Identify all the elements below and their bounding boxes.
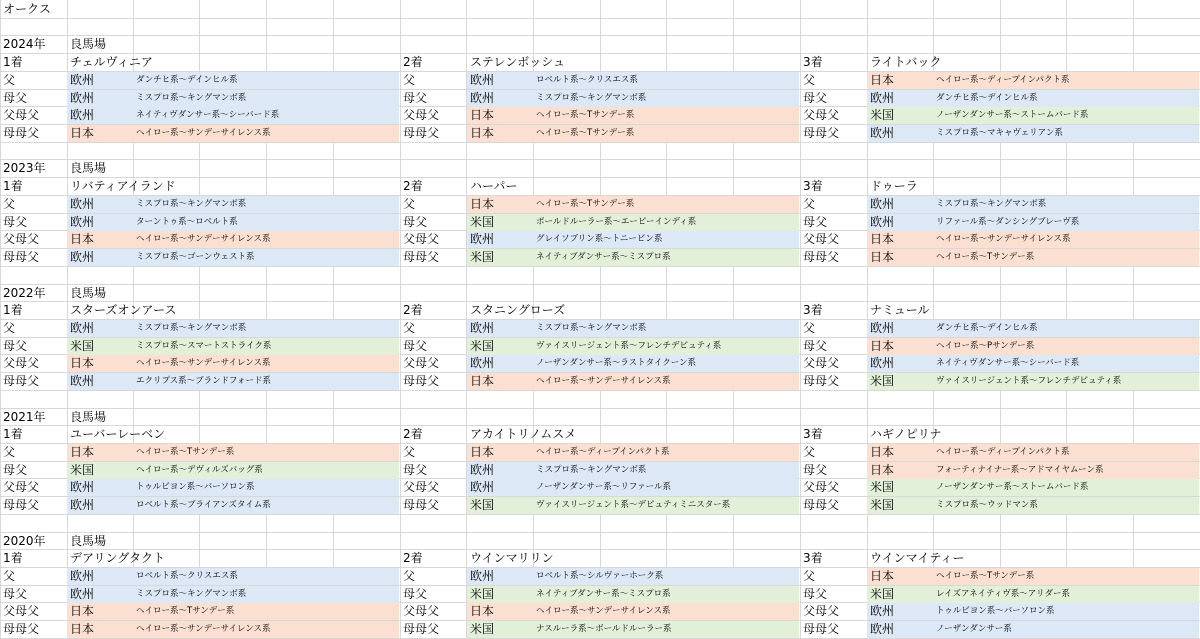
pedigree-relation-cell[interactable]: 父母父 (403, 604, 440, 618)
region-cell[interactable]: 欧州 (470, 73, 495, 87)
sire-line-cell[interactable]: ヘイロー系～Tサンデー系 (136, 606, 235, 616)
horse-name-cell[interactable]: ステレンボッシュ (470, 55, 565, 69)
region-cell[interactable]: 欧州 (870, 197, 895, 211)
pedigree-relation-cell[interactable]: 父 (3, 321, 16, 335)
region-cell[interactable]: 日本 (70, 126, 95, 140)
pedigree-relation-cell[interactable]: 父母父 (403, 356, 440, 370)
finish-place-cell[interactable]: 1着 (3, 427, 23, 441)
pedigree-relation-cell[interactable]: 父母父 (3, 604, 40, 618)
grid-row-line (0, 425, 1200, 426)
pedigree-relation-cell[interactable]: 父 (3, 73, 16, 87)
region-cell[interactable]: 米国 (470, 250, 495, 264)
sire-line-cell[interactable]: ヘイロー系～サンデーサイレンス系 (136, 234, 271, 244)
pedigree-relation-cell[interactable]: 父 (803, 197, 816, 211)
sire-line-cell[interactable]: ヘイロー系～サンデーサイレンス系 (936, 234, 1071, 244)
region-cell[interactable]: 欧州 (470, 463, 495, 477)
finish-place-cell[interactable]: 2着 (403, 303, 423, 317)
region-cell[interactable]: 欧州 (870, 215, 895, 229)
region-cell[interactable]: 日本 (470, 445, 495, 459)
region-cell[interactable]: 欧州 (870, 604, 895, 618)
pedigree-relation-cell[interactable]: 母母父 (403, 622, 440, 636)
pedigree-relation-cell[interactable]: 母母父 (803, 374, 840, 388)
grid-row-line (0, 408, 1200, 409)
pedigree-relation-cell[interactable]: 母父 (3, 339, 28, 353)
sire-line-cell[interactable]: ヘイロー系～サンデーサイレンス系 (536, 606, 671, 616)
region-cell[interactable]: 日本 (470, 604, 495, 618)
sire-line-cell[interactable]: ミスプロ系～ゴーンウェスト系 (136, 252, 255, 262)
sire-line-cell[interactable]: ミスプロ系～キングマンボ系 (136, 93, 247, 103)
region-cell[interactable]: 米国 (470, 622, 495, 636)
track-condition-cell[interactable]: 良馬場 (70, 161, 107, 175)
region-cell[interactable]: 欧州 (470, 480, 495, 494)
region-cell[interactable]: 米国 (870, 587, 895, 601)
finish-place-cell[interactable]: 3着 (803, 427, 823, 441)
track-condition-cell[interactable]: 良馬場 (70, 286, 107, 300)
pedigree-relation-cell[interactable]: 母父 (403, 91, 428, 105)
horse-name-cell[interactable]: スタニングローズ (470, 303, 566, 317)
grid-row-line (0, 142, 1200, 143)
sire-line-cell[interactable]: ミスプロ系～キングマンボ系 (136, 199, 247, 209)
sire-line-cell[interactable]: ミスプロ系～マキャヴェリアン系 (936, 128, 1063, 138)
sire-line-cell[interactable]: ロベルト系～クリスエス系 (536, 75, 638, 85)
region-cell[interactable]: 米国 (70, 339, 95, 353)
pedigree-relation-cell[interactable]: 父母父 (403, 232, 440, 246)
horse-name-cell[interactable]: デアリングタクト (70, 551, 166, 565)
horse-name-cell[interactable]: ユーバーレーベン (70, 427, 166, 441)
pedigree-relation-cell[interactable]: 父母父 (803, 232, 840, 246)
sire-line-cell[interactable]: レイズアネイティヴ系～アリダー系 (936, 589, 1070, 599)
sire-line-cell[interactable]: エクリプス系～ブランドフォード系 (136, 376, 271, 386)
year-cell[interactable]: 2023年 (3, 161, 46, 175)
year-cell[interactable]: 2024年 (3, 37, 46, 51)
region-color-band (867, 621, 1199, 638)
horse-name-cell[interactable]: ナミュール (870, 303, 930, 317)
region-cell[interactable]: 欧州 (870, 622, 895, 636)
pedigree-relation-cell[interactable]: 父 (403, 73, 416, 87)
grid-row-line (0, 284, 1200, 285)
region-cell[interactable]: 日本 (870, 250, 895, 264)
pedigree-relation-cell[interactable]: 母母父 (3, 498, 40, 512)
pedigree-relation-cell[interactable]: 母母父 (803, 250, 840, 264)
pedigree-relation-cell[interactable]: 父 (3, 445, 16, 459)
region-cell[interactable]: 日本 (470, 197, 495, 211)
sheet-title[interactable]: オークス (3, 2, 51, 16)
grid-row-line (0, 159, 1200, 160)
grid-row-line (0, 53, 1200, 54)
pedigree-relation-cell[interactable]: 母父 (3, 215, 28, 229)
sire-line-cell[interactable]: ヘイロー系～ディープインパクト系 (936, 447, 1070, 457)
year-cell[interactable]: 2021年 (3, 410, 46, 424)
region-cell[interactable]: 日本 (70, 604, 95, 618)
sire-line-cell[interactable]: ヘイロー系～Tサンデー系 (536, 110, 635, 120)
region-cell[interactable]: 欧州 (470, 232, 495, 246)
track-condition-cell[interactable]: 良馬場 (70, 37, 107, 51)
pedigree-relation-cell[interactable]: 母父 (403, 463, 428, 477)
region-cell[interactable]: 日本 (70, 445, 95, 459)
pedigree-relation-cell[interactable]: 父 (403, 445, 416, 459)
grid-row-line (0, 18, 1200, 19)
finish-place-cell[interactable]: 2着 (403, 427, 423, 441)
pedigree-relation-cell[interactable]: 父母父 (3, 480, 40, 494)
grid-row-line (0, 35, 1200, 36)
region-cell[interactable]: 欧州 (70, 480, 95, 494)
track-condition-cell[interactable]: 良馬場 (70, 410, 107, 424)
pedigree-relation-cell[interactable]: 母母父 (803, 126, 840, 140)
pedigree-relation-cell[interactable]: 母父 (803, 339, 828, 353)
region-cell[interactable]: 日本 (470, 108, 495, 122)
grid-row-line (0, 301, 1200, 302)
region-cell[interactable]: 欧州 (70, 498, 95, 512)
sire-line-cell[interactable]: ノーザンダンサー系～ストームバード系 (936, 482, 1089, 492)
sire-line-cell[interactable]: トゥルビヨン系～バーソロン系 (136, 482, 255, 492)
region-cell[interactable]: 欧州 (470, 91, 495, 105)
sire-line-cell[interactable]: ヘイロー系～サンデーサイレンス系 (136, 624, 271, 634)
sire-line-cell[interactable]: ミスプロ系～キングマンボ系 (136, 589, 247, 599)
grid-row-line (0, 532, 1200, 533)
horse-name-cell[interactable]: ハーパー (470, 179, 518, 193)
pedigree-relation-cell[interactable]: 父母父 (803, 108, 840, 122)
region-cell[interactable]: 米国 (70, 463, 95, 477)
region-cell[interactable]: 米国 (870, 374, 895, 388)
finish-place-cell[interactable]: 2着 (403, 551, 423, 565)
sire-line-cell[interactable]: ヘイロー系～サンデーサイレンス系 (536, 376, 671, 386)
pedigree-relation-cell[interactable]: 母父 (403, 587, 428, 601)
grid-row-line (0, 549, 1200, 550)
pedigree-relation-cell[interactable]: 母父 (803, 215, 828, 229)
finish-place-cell[interactable]: 1着 (3, 551, 23, 565)
region-cell[interactable]: 日本 (70, 622, 95, 636)
sire-line-cell[interactable]: ミスプロ系～ウッドマン系 (936, 500, 1038, 510)
region-cell[interactable]: 日本 (870, 232, 895, 246)
pedigree-relation-cell[interactable]: 母母父 (3, 250, 40, 264)
pedigree-relation-cell[interactable]: 母母父 (3, 622, 40, 636)
pedigree-relation-cell[interactable]: 母母父 (403, 498, 440, 512)
pedigree-relation-cell[interactable]: 父 (803, 445, 816, 459)
sire-line-cell[interactable]: ヘイロー系～Tサンデー系 (536, 199, 635, 209)
grid-row-line (0, 514, 1200, 515)
pedigree-relation-cell[interactable]: 母母父 (3, 374, 40, 388)
horse-name-cell[interactable]: リバティアイランド (70, 179, 176, 193)
region-cell[interactable]: 日本 (470, 126, 495, 140)
region-cell[interactable]: 日本 (70, 232, 95, 246)
sire-line-cell[interactable]: ヴァイスリージェント系～フレンチデピュティ系 (936, 376, 1122, 386)
grid-row-line (0, 390, 1200, 391)
sire-line-cell[interactable]: ヘイロー系～サンデーサイレンス系 (136, 358, 271, 368)
pedigree-relation-cell[interactable]: 母母父 (803, 498, 840, 512)
region-cell[interactable]: 米国 (470, 498, 495, 512)
region-cell[interactable]: 日本 (870, 445, 895, 459)
sire-line-cell[interactable]: ネイティブダンサー系～ミスプロ系 (536, 252, 671, 262)
sire-line-cell[interactable]: ヘイロー系～Tサンデー系 (536, 128, 635, 138)
finish-place-cell[interactable]: 1着 (3, 179, 23, 193)
sire-line-cell[interactable]: ターントゥ系～ロベルト系 (136, 217, 238, 227)
sire-line-cell[interactable]: ミスプロ系～キングマンボ系 (536, 93, 647, 103)
finish-place-cell[interactable]: 3着 (803, 179, 823, 193)
region-cell[interactable]: 米国 (870, 480, 895, 494)
region-cell[interactable]: 米国 (470, 587, 495, 601)
region-cell[interactable]: 米国 (470, 215, 495, 229)
horse-name-cell[interactable]: ウインマイティー (870, 551, 965, 565)
region-cell[interactable]: 米国 (870, 498, 895, 512)
pedigree-relation-cell[interactable]: 父 (803, 321, 816, 335)
pedigree-relation-cell[interactable]: 父母父 (3, 232, 40, 246)
sire-line-cell[interactable]: ミスプロ系～キングマンボ系 (136, 323, 247, 333)
grid-row-line (0, 266, 1200, 267)
pedigree-relation-cell[interactable]: 母母父 (3, 126, 40, 140)
region-cell[interactable]: 欧州 (870, 356, 895, 370)
pedigree-relation-cell[interactable]: 母母父 (403, 126, 440, 140)
sire-line-cell[interactable]: ダンチヒ系～デインヒル系 (136, 75, 238, 85)
region-cell[interactable]: 欧州 (70, 197, 95, 211)
horse-name-cell[interactable]: ハギノピリナ (870, 427, 942, 441)
sire-line-cell[interactable]: ヘイロー系～ディープインパクト系 (536, 447, 670, 457)
finish-place-cell[interactable]: 3着 (803, 551, 823, 565)
pedigree-relation-cell[interactable]: 母父 (803, 463, 828, 477)
region-cell[interactable]: 欧州 (870, 321, 895, 335)
sire-line-cell[interactable]: ヘイロー系～Tサンデー系 (136, 447, 235, 457)
region-cell[interactable]: 欧州 (870, 91, 895, 105)
region-cell[interactable]: 欧州 (470, 321, 495, 335)
region-cell[interactable]: 欧州 (70, 108, 95, 122)
region-cell[interactable]: 欧州 (470, 356, 495, 370)
sire-line-cell[interactable]: ヴァイスリージェント系～デピュティミニスター系 (536, 500, 731, 510)
pedigree-relation-cell[interactable]: 父 (3, 569, 16, 583)
region-cell[interactable]: 日本 (870, 463, 895, 477)
sire-line-cell[interactable]: ヘイロー系～デヴィルズバッグ系 (136, 465, 263, 475)
pedigree-relation-cell[interactable]: 母父 (803, 587, 828, 601)
sire-line-cell[interactable]: ノーザンダンサー系 (936, 624, 1012, 634)
sire-line-cell[interactable]: ナスルーラ系～ボールドルーラー系 (536, 624, 672, 634)
sire-line-cell[interactable]: ヘイロー系～Tサンデー系 (936, 252, 1035, 262)
horse-name-cell[interactable]: ライトバック (870, 55, 942, 69)
pedigree-relation-cell[interactable]: 母父 (3, 587, 28, 601)
sire-line-cell[interactable]: ミスプロ系～キングマンボ系 (536, 465, 647, 475)
grid-row-line (0, 177, 1200, 178)
region-cell[interactable]: 欧州 (70, 374, 95, 388)
region-cell[interactable]: 日本 (470, 374, 495, 388)
region-cell[interactable]: 欧州 (870, 126, 895, 140)
pedigree-relation-cell[interactable]: 母父 (803, 91, 828, 105)
year-cell[interactable]: 2020年 (3, 534, 46, 548)
region-cell[interactable]: 日本 (870, 73, 895, 87)
sire-line-cell[interactable]: ノーザンダンサー系～ラストタイクーン系 (536, 358, 697, 368)
pedigree-relation-cell[interactable]: 父 (3, 197, 16, 211)
sire-line-cell[interactable]: ロベルト系～シルヴァーホーク系 (536, 571, 664, 581)
pedigree-relation-cell[interactable]: 父 (803, 73, 816, 87)
pedigree-relation-cell[interactable]: 母父 (403, 215, 428, 229)
region-cell[interactable]: 日本 (870, 339, 895, 353)
region-cell[interactable]: 日本 (70, 356, 95, 370)
pedigree-relation-cell[interactable]: 母父 (3, 91, 28, 105)
pedigree-relation-cell[interactable]: 母父 (403, 339, 428, 353)
horse-name-cell[interactable]: アカイトリノムスメ (470, 427, 577, 441)
region-cell[interactable]: 欧州 (70, 569, 95, 583)
track-condition-cell[interactable]: 良馬場 (70, 534, 107, 548)
pedigree-relation-cell[interactable]: 父 (403, 321, 416, 335)
pedigree-relation-cell[interactable]: 父母父 (803, 604, 840, 618)
region-cell[interactable]: 欧州 (70, 73, 95, 87)
sire-line-cell[interactable]: ヴァイスリージェント系～フレンチデピュティ系 (536, 341, 722, 351)
pedigree-relation-cell[interactable]: 母母父 (403, 250, 440, 264)
pedigree-relation-cell[interactable]: 父母父 (403, 480, 440, 494)
region-cell[interactable]: 米国 (470, 339, 495, 353)
pedigree-relation-cell[interactable]: 父母父 (403, 108, 440, 122)
horse-name-cell[interactable]: チェルヴィニア (70, 55, 153, 69)
sire-line-cell[interactable]: ミスプロ系～キングマンボ系 (936, 199, 1047, 209)
region-cell[interactable]: 欧州 (470, 569, 495, 583)
finish-place-cell[interactable]: 3着 (803, 55, 823, 69)
finish-place-cell[interactable]: 3着 (803, 303, 823, 317)
region-cell[interactable]: 欧州 (70, 215, 95, 229)
region-cell[interactable]: 米国 (870, 108, 895, 122)
finish-place-cell[interactable]: 1着 (3, 303, 23, 317)
sire-line-cell[interactable]: ダンチヒ系～デインヒル系 (936, 323, 1038, 333)
sire-line-cell[interactable]: ネイティブダンサー系～ミスプロ系 (536, 589, 671, 599)
sire-line-cell[interactable]: ノーザンダンサー系～リファール系 (536, 482, 671, 492)
sire-line-cell[interactable]: ダンチヒ系～デインヒル系 (936, 93, 1038, 103)
sire-line-cell[interactable]: ミスプロ系～スマートストライク系 (136, 341, 272, 351)
sire-line-cell[interactable]: グレイソブリン系～トニービン系 (536, 234, 663, 244)
region-cell[interactable]: 日本 (870, 569, 895, 583)
region-cell[interactable]: 欧州 (70, 587, 95, 601)
sire-line-cell[interactable]: リファール系～ダンシングブレーヴ系 (936, 217, 1080, 227)
finish-place-cell[interactable]: 1着 (3, 55, 23, 69)
sire-line-cell[interactable]: ノーザンダンサー系～ストームバード系 (936, 110, 1089, 120)
pedigree-relation-cell[interactable]: 母父 (3, 463, 28, 477)
sire-line-cell[interactable]: ボールドルーラー系～エーピーインディ系 (536, 217, 697, 227)
sire-line-cell[interactable]: ヘイロー系～ディープインパクト系 (936, 75, 1070, 85)
horse-name-cell[interactable]: ドゥーラ (870, 179, 918, 193)
sire-line-cell[interactable]: ロベルト系～ブライアンズタイム系 (136, 500, 271, 510)
sire-line-cell[interactable]: ネイティヴダンサー系～シーバード系 (936, 358, 1080, 368)
region-cell[interactable]: 欧州 (70, 250, 95, 264)
pedigree-relation-cell[interactable]: 父母父 (803, 480, 840, 494)
pedigree-relation-cell[interactable]: 母母父 (803, 622, 840, 636)
horse-name-cell[interactable]: スターズオンアース (70, 303, 177, 317)
sire-line-cell[interactable]: ロベルト系～クリスエス系 (136, 571, 238, 581)
year-cell[interactable]: 2022年 (3, 286, 46, 300)
region-cell[interactable]: 欧州 (70, 321, 95, 335)
finish-place-cell[interactable]: 2着 (403, 55, 423, 69)
pedigree-relation-cell[interactable]: 父 (403, 197, 416, 211)
sire-line-cell[interactable]: フォーティナイナー系～アドマイヤムーン系 (936, 465, 1104, 475)
pedigree-relation-cell[interactable]: 父 (803, 569, 816, 583)
pedigree-relation-cell[interactable]: 父母父 (3, 356, 40, 370)
sire-line-cell[interactable]: ネイティヴダンサー系～シーバード系 (136, 110, 280, 120)
finish-place-cell[interactable]: 2着 (403, 179, 423, 193)
region-cell[interactable]: 欧州 (70, 91, 95, 105)
pedigree-relation-cell[interactable]: 母母父 (403, 374, 440, 388)
sire-line-cell[interactable]: トゥルビヨン系～バーソロン系 (936, 606, 1055, 616)
pedigree-relation-cell[interactable]: 父母父 (803, 356, 840, 370)
sire-line-cell[interactable]: ヘイロー系～Pサンデー系 (936, 341, 1035, 351)
sire-line-cell[interactable]: ヘイロー系～サンデーサイレンス系 (136, 128, 271, 138)
pedigree-relation-cell[interactable]: 父 (403, 569, 416, 583)
horse-name-cell[interactable]: ウインマリリン (470, 551, 554, 565)
sire-line-cell[interactable]: ヘイロー系～Tサンデー系 (936, 571, 1035, 581)
sire-line-cell[interactable]: ミスプロ系～キングマンボ系 (536, 323, 647, 333)
pedigree-relation-cell[interactable]: 父母父 (3, 108, 40, 122)
